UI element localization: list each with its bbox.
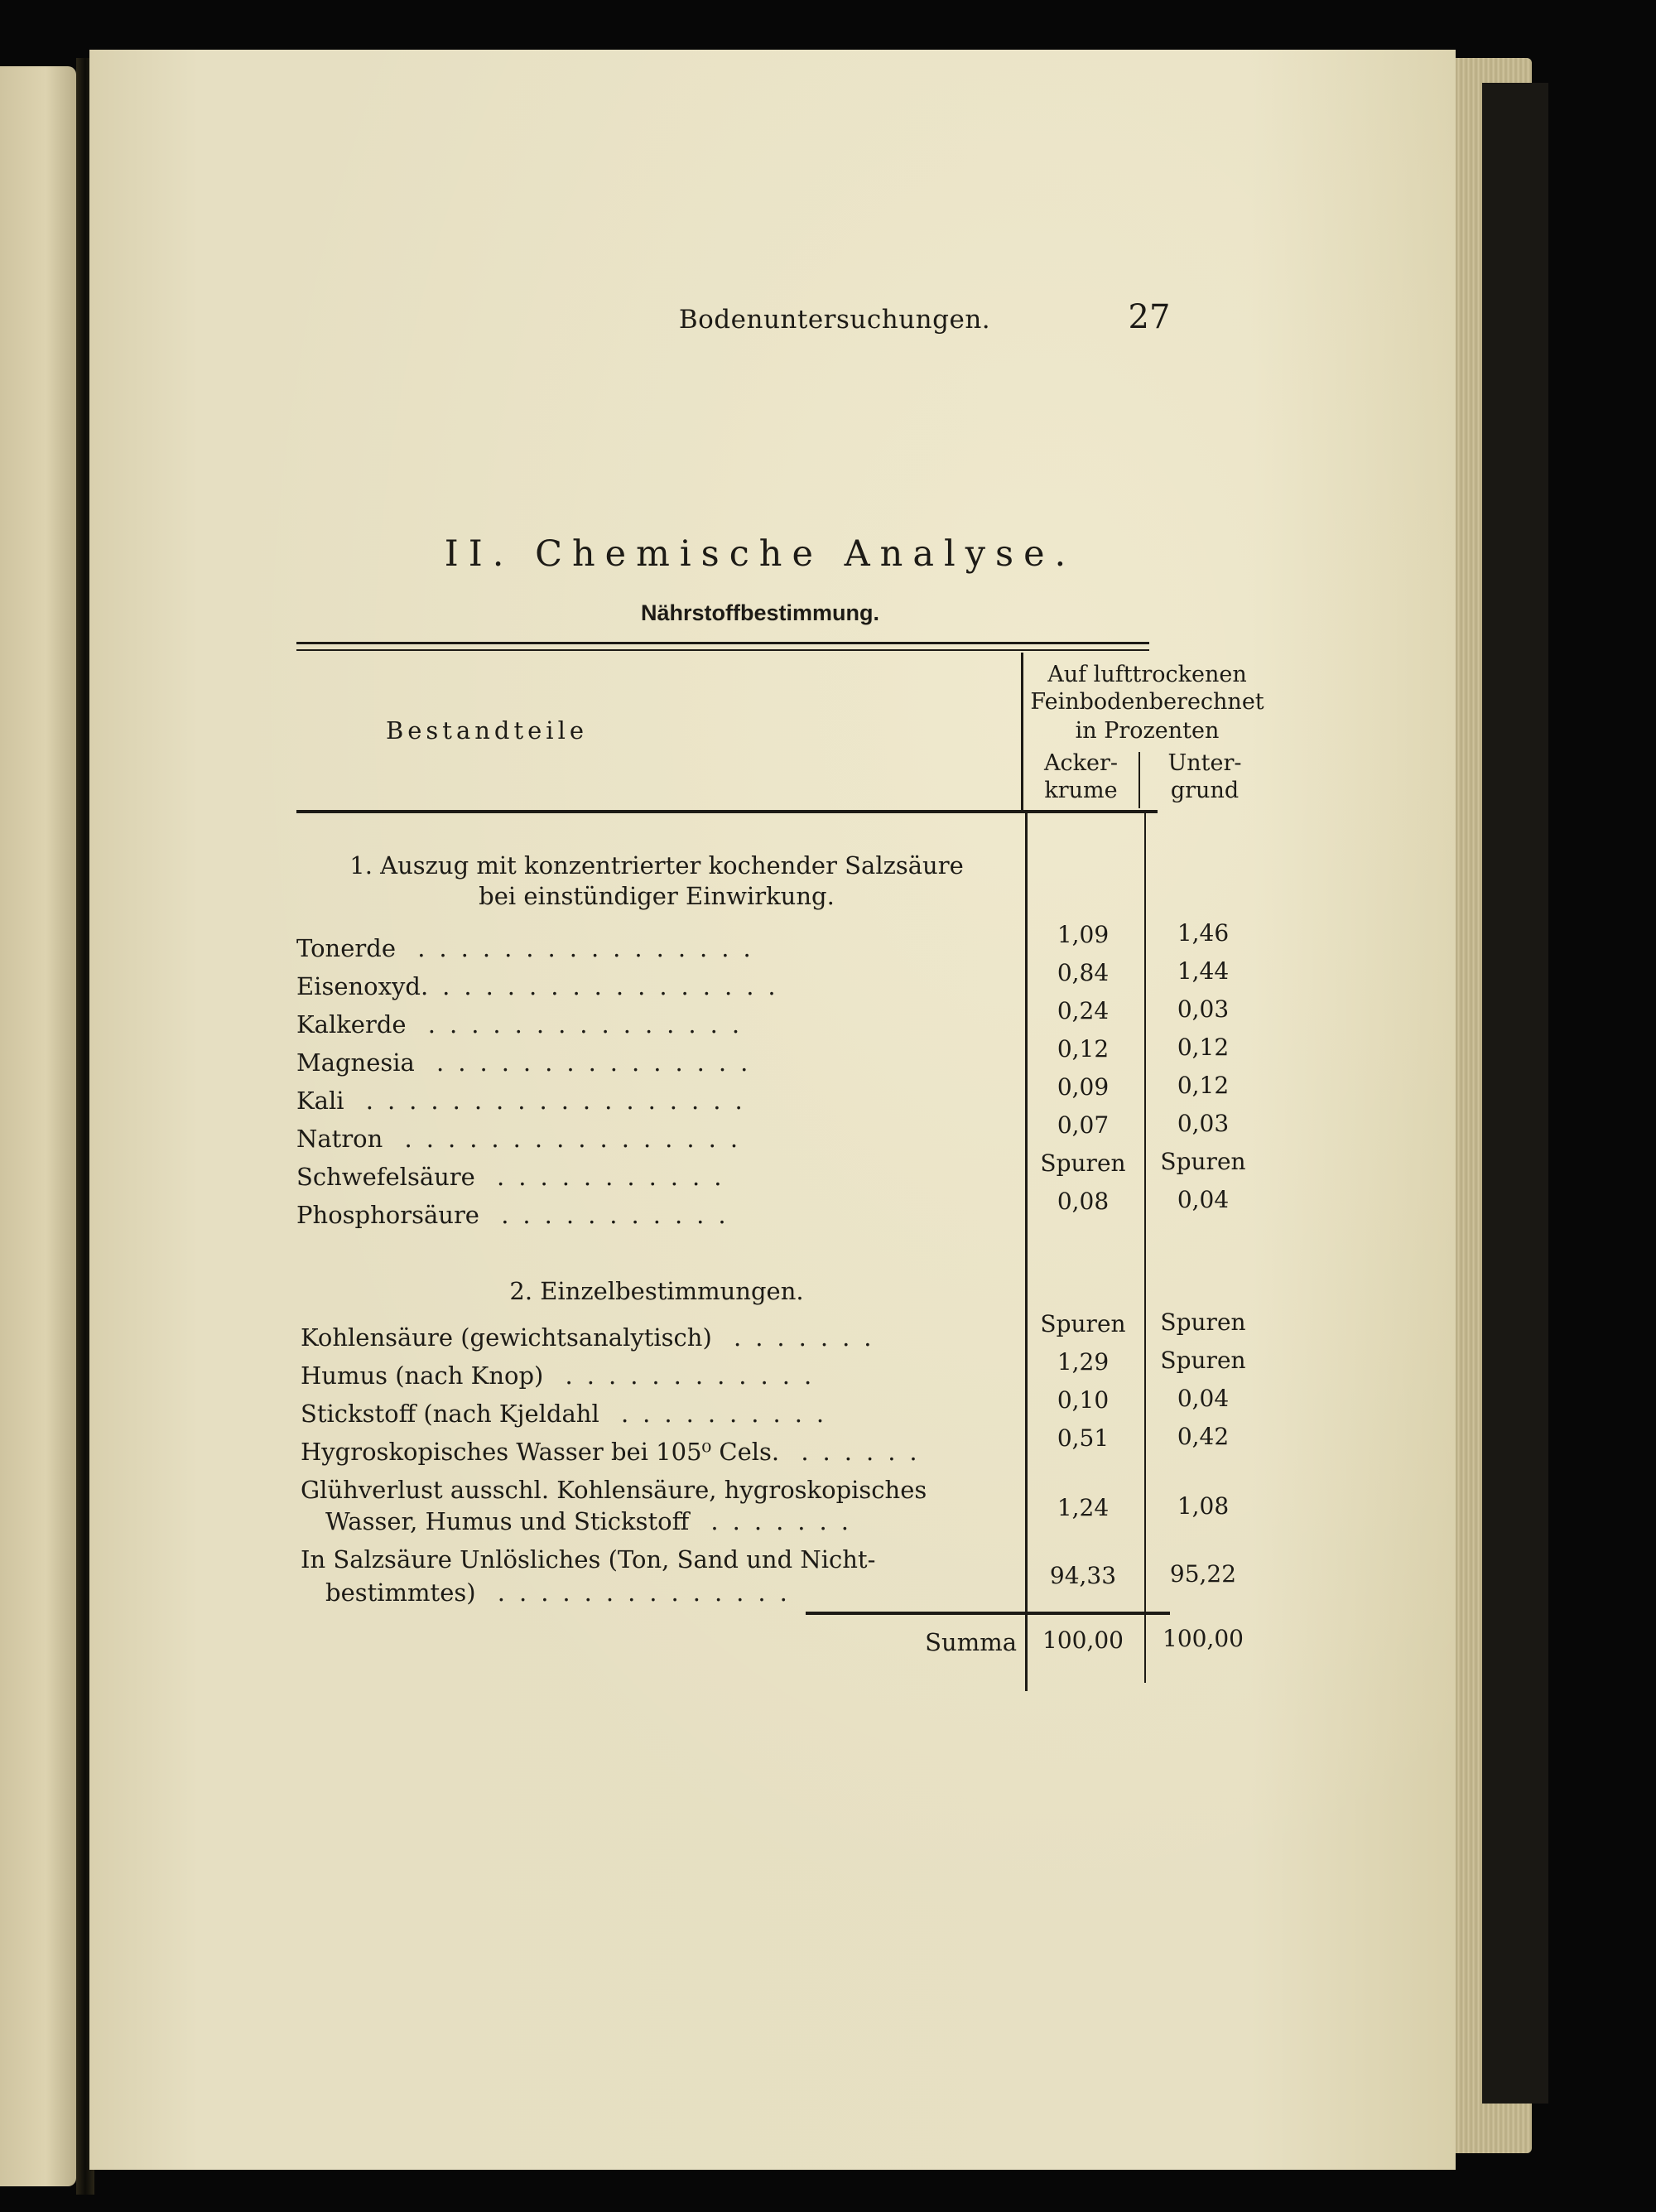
column-label-bestandteile: Bestandteile — [385, 716, 589, 745]
row-label: Kali — [296, 1087, 344, 1115]
value-ackerkrume: 0,10 — [1057, 1386, 1110, 1414]
leader-dots: ........... — [479, 1201, 740, 1229]
value-untergrund: 0,03 — [1177, 1110, 1230, 1137]
row-label-line2: Wasser, Humus und Stickstoff — [325, 1507, 690, 1535]
col-untergrund-line2: grund — [1170, 778, 1240, 803]
running-head: Bodenuntersuchungen. — [678, 305, 991, 335]
leader-dots: ............... — [406, 1010, 754, 1039]
value-ackerkrume: 1,29 — [1057, 1348, 1110, 1376]
section-title: II. Chemische Analyse. — [444, 533, 1076, 575]
value-ackerkrume: 94,33 — [1049, 1562, 1117, 1589]
col-ackerkrume-line2: krume — [1044, 778, 1118, 803]
leader-dots: ...... — [779, 1438, 932, 1466]
col-ackerkrume-line1: Acker- — [1044, 750, 1118, 776]
col-untergrund-line1: Unter- — [1167, 750, 1242, 776]
value-untergrund: 1,08 — [1177, 1492, 1230, 1520]
row-label: Magnesia — [296, 1048, 415, 1077]
value-untergrund: 0,04 — [1177, 1186, 1230, 1213]
row-label: Schwefelsäure — [296, 1163, 475, 1191]
leader-dots: ................. — [420, 972, 790, 1000]
row-label: Eisenoxyd — [296, 972, 421, 1000]
value-untergrund: 0,03 — [1177, 995, 1230, 1023]
subheader-divider — [1138, 752, 1140, 808]
value-untergrund: 0,12 — [1177, 1034, 1230, 1061]
value-ackerkrume: 0,84 — [1057, 959, 1110, 986]
value-untergrund: 0,04 — [1177, 1385, 1230, 1412]
row-label: Kalkerde — [296, 1010, 407, 1039]
summa-untergrund: 100,00 — [1163, 1625, 1244, 1652]
value-ackerkrume: Spuren — [1040, 1149, 1126, 1177]
group-header-line2: Feinbodenberechnet — [1030, 689, 1264, 715]
leader-dots: ............ — [543, 1361, 826, 1390]
summa-ackerkrume: 100,00 — [1042, 1626, 1124, 1654]
book-page — [89, 50, 1456, 2170]
value-ackerkrume: 1,24 — [1057, 1494, 1110, 1521]
value-untergrund: 1,46 — [1177, 919, 1230, 947]
section2-heading: 2. Einzelbestimmungen. — [509, 1277, 804, 1305]
leader-dots: .................. — [344, 1087, 757, 1115]
table-top-rule — [296, 642, 1149, 644]
row-label: Tonerde — [296, 934, 396, 962]
value-untergrund: Spuren — [1160, 1347, 1246, 1374]
value-untergrund: 95,22 — [1169, 1560, 1237, 1588]
leader-dots: .......... — [599, 1400, 839, 1428]
row-label: Kohlensäure (gewichtsanalytisch) — [301, 1323, 712, 1352]
leader-dots: .............. — [475, 1578, 802, 1607]
body-vertical-rule-left — [1025, 813, 1028, 1691]
page-number: 27 — [1128, 298, 1171, 336]
leader-dots: ....... — [711, 1323, 886, 1352]
header-vertical-rule — [1021, 653, 1023, 810]
row-label: Glühverlust ausschl. Kohlensäure, hygroskopisches — [301, 1476, 927, 1504]
analysis-table — [296, 629, 1290, 1706]
leader-dots: ............... — [414, 1048, 763, 1077]
value-ackerkrume: 0,24 — [1057, 997, 1110, 1024]
summa-label: Summa — [925, 1628, 1017, 1656]
facing-page-edge — [0, 66, 76, 2186]
value-untergrund: 1,44 — [1177, 957, 1230, 985]
leader-dots: ................ — [395, 934, 765, 962]
value-ackerkrume: 0,09 — [1057, 1073, 1110, 1101]
row-label-line2: bestimmtes) — [325, 1578, 476, 1607]
row-label: Natron — [296, 1125, 383, 1153]
group-header-line1: Auf lufttrockenen — [1047, 662, 1247, 687]
group-header-line3: in Prozenten — [1075, 718, 1220, 744]
section1-heading-line1: 1. Auszug mit konzentrierter kochender Salzsäure — [349, 851, 964, 879]
value-untergrund: 0,42 — [1177, 1423, 1230, 1450]
table-top-rule-thin — [296, 649, 1149, 651]
value-untergrund: Spuren — [1160, 1308, 1246, 1336]
header-bottom-rule — [296, 810, 1158, 813]
value-ackerkrume: 1,09 — [1057, 921, 1110, 948]
row-label: Hygroskopisches Wasser bei 105⁰ Cels. — [301, 1438, 780, 1466]
summa-rule — [806, 1612, 1170, 1615]
value-untergrund: Spuren — [1160, 1148, 1246, 1175]
value-ackerkrume: 0,12 — [1057, 1035, 1110, 1063]
leader-dots: ....... — [689, 1507, 863, 1535]
body-vertical-rule-mid — [1144, 813, 1146, 1683]
value-untergrund: 0,12 — [1177, 1072, 1230, 1099]
value-ackerkrume: Spuren — [1040, 1310, 1126, 1337]
leader-dots: ................ — [383, 1125, 753, 1153]
value-ackerkrume: 0,08 — [1057, 1188, 1110, 1215]
row-label: Phosphorsäure — [296, 1201, 479, 1229]
row-label: Stickstoff (nach Kjeldahl — [301, 1400, 599, 1428]
leader-dots: ........... — [474, 1163, 736, 1191]
row-label: In Salzsäure Unlösliches (Ton, Sand und Nicht- — [301, 1545, 876, 1573]
value-ackerkrume: 0,51 — [1057, 1424, 1110, 1452]
book-cover-edge — [1482, 83, 1548, 2104]
row-label: Humus (nach Knop) — [301, 1361, 544, 1390]
section-subtitle: Nährstoffbestimmung. — [640, 600, 879, 625]
section1-heading-line2: bei einstündiger Einwirkung. — [479, 882, 835, 910]
value-ackerkrume: 0,07 — [1057, 1111, 1110, 1139]
